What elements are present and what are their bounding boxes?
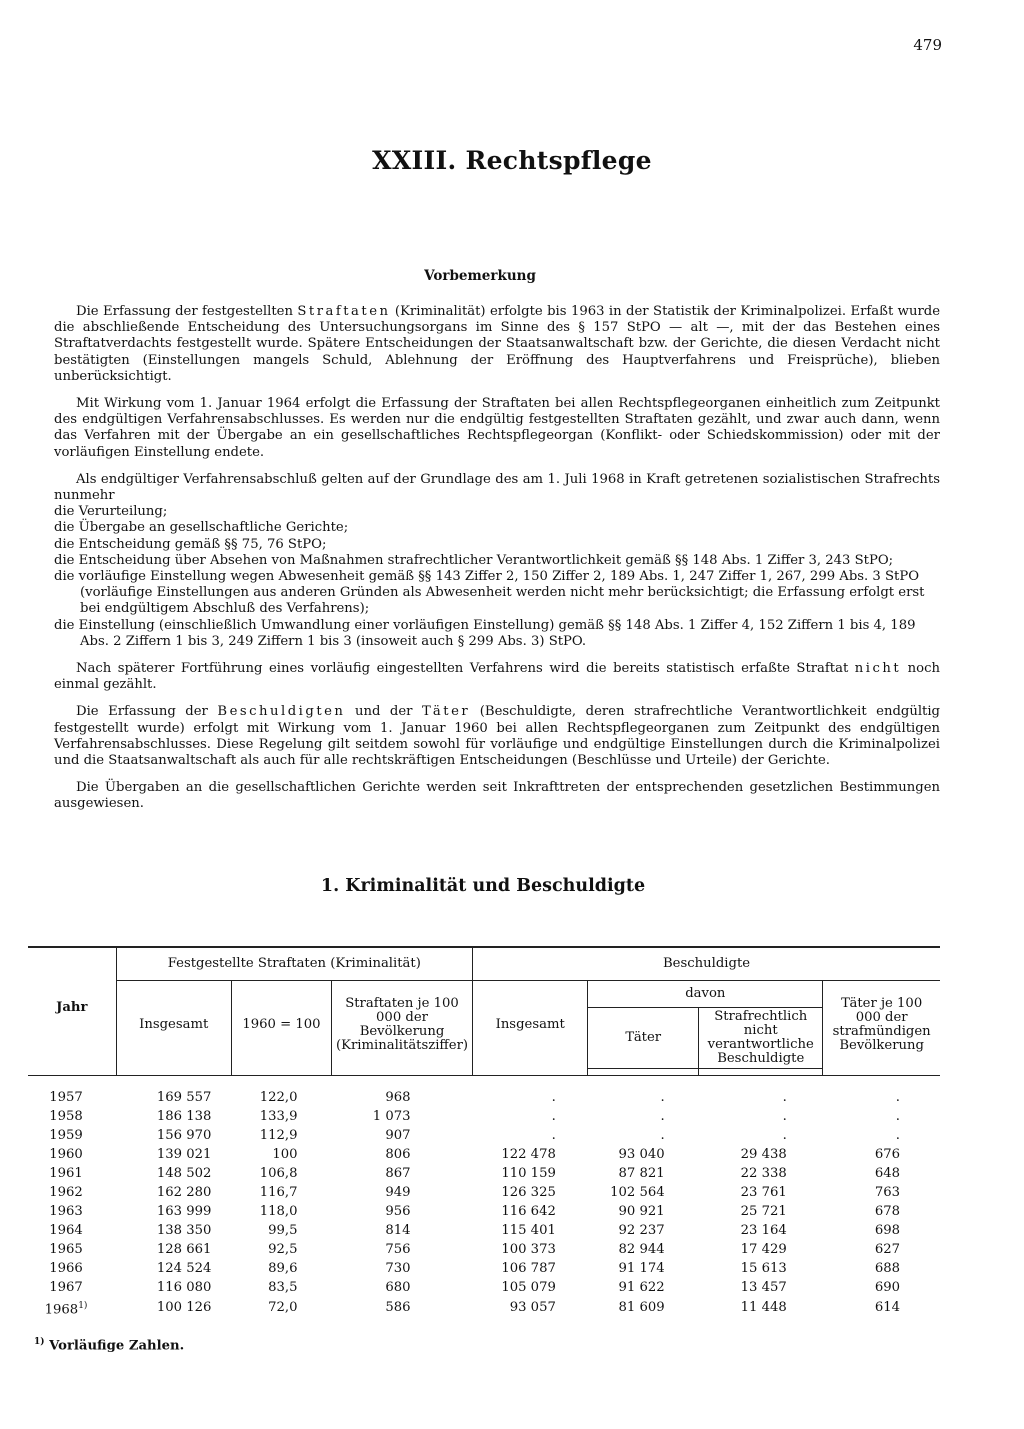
header-group-offences: Festgestellte Straftaten (Kriminalität) bbox=[116, 947, 472, 981]
cell-taeter-je: 614 bbox=[874, 1300, 900, 1316]
cell-taeter: 91 622 bbox=[618, 1279, 665, 1295]
paragraph-2: Mit Wirkung vom 1. Januar 1964 erfolgt die Erfassung der Straftaten bei allen Rechtspflegeorganen einheitlich zum Zeitpunkt des endgültigen Verfahrensabschlusses. Es werden nur die endgültig festgestellten Straftaten gezählt, und zwar auch dann, wenn das Verfahren mit der Übergabe an ein gesellschaftliches Rechtspflegeorgan (Konflikt- oder Schiedskommission) oder mit der vorläufigen Einstellung endete. bbox=[54, 396, 940, 460]
cell-ziffer: 949 bbox=[385, 1184, 411, 1200]
cell-b-insgesamt: . bbox=[551, 1089, 556, 1105]
paragraph-5-text-b: und der bbox=[345, 704, 423, 720]
cell-taeter-je: . bbox=[895, 1127, 900, 1143]
paragraph-6: Die Übergaben an die gesellschaftlichen Gerichte werden seit Inkrafttreten der entsprechenden gesetzlichen Bestimmungen ausgewiesen. bbox=[54, 780, 940, 812]
table-row bbox=[28, 1240, 940, 1259]
cell-insgesamt: 116 080 bbox=[156, 1279, 212, 1295]
header-group-accused: Beschuldigte bbox=[473, 947, 940, 981]
preface-heading: Vorbemerkung bbox=[424, 268, 536, 284]
paragraph-4-text-b: noch einmal gezählt. bbox=[54, 661, 940, 693]
cell-ziffer: 1 073 bbox=[372, 1108, 411, 1124]
cell-jahr: 1968$^{1)}$ bbox=[44, 1300, 88, 1317]
cell-insgesamt: 163 999 bbox=[156, 1203, 212, 1219]
cell-taeter-je: 690 bbox=[874, 1279, 900, 1295]
cell-jahr: 1967 bbox=[49, 1279, 83, 1295]
cell-insgesamt: 169 557 bbox=[156, 1089, 212, 1105]
cell-b-insgesamt: 126 325 bbox=[501, 1184, 556, 1200]
cell-nicht-verantwortlich: 22 338 bbox=[740, 1165, 787, 1181]
header-year: Jahr bbox=[28, 947, 116, 1069]
paragraph-4 bbox=[54, 661, 940, 693]
cell-ziffer: 756 bbox=[385, 1241, 411, 1257]
cell-index: 83,5 bbox=[268, 1279, 298, 1295]
cell-nicht-verantwortlich: . bbox=[782, 1089, 787, 1105]
cell-insgesamt: 148 502 bbox=[156, 1165, 212, 1181]
cell-ziffer: 867 bbox=[385, 1165, 411, 1181]
cell-insgesamt: 128 661 bbox=[156, 1241, 212, 1257]
cell-index: 89,6 bbox=[268, 1260, 298, 1276]
footnote-marker: 1) bbox=[34, 1337, 45, 1347]
cell-ziffer: 730 bbox=[385, 1260, 411, 1276]
cell-insgesamt: 138 350 bbox=[156, 1222, 212, 1238]
cell-taeter: 90 921 bbox=[618, 1203, 665, 1219]
cell-index: 122,0 bbox=[259, 1089, 298, 1105]
cell-taeter-je: . bbox=[895, 1108, 900, 1124]
table-row bbox=[28, 1183, 940, 1202]
cell-taeter-je: 627 bbox=[874, 1241, 900, 1257]
footnote-text: Vorläufige Zahlen. bbox=[44, 1338, 185, 1354]
cell-taeter: 102 564 bbox=[610, 1184, 665, 1200]
cell-jahr: 1958 bbox=[49, 1108, 83, 1124]
chapter-title: XXIII. Rechtspflege bbox=[372, 146, 652, 175]
header-offenders: Täter bbox=[588, 1008, 699, 1069]
cell-jahr: 1960 bbox=[49, 1146, 83, 1162]
cell-taeter: 87 821 bbox=[618, 1165, 665, 1181]
cell-nicht-verantwortlich: 23 761 bbox=[740, 1184, 787, 1200]
cell-b-insgesamt: 122 478 bbox=[501, 1146, 556, 1162]
cell-index: 106,8 bbox=[259, 1165, 298, 1181]
cell-ziffer: 907 bbox=[385, 1127, 411, 1143]
cell-taeter-je: 763 bbox=[874, 1184, 900, 1200]
paragraph-5 bbox=[54, 704, 940, 769]
cell-jahr: 1957 bbox=[49, 1089, 83, 1105]
cell-nicht-verantwortlich: 11 448 bbox=[740, 1300, 787, 1316]
list-item: die Entscheidung gemäß §§ 75, 76 StPO; bbox=[54, 536, 327, 552]
cell-b-insgesamt: 106 787 bbox=[501, 1260, 556, 1276]
paragraph-4-emphasis: nicht bbox=[854, 661, 902, 677]
cell-taeter: 81 609 bbox=[618, 1300, 665, 1316]
table-title: 1. Kriminalität und Beschuldigte bbox=[320, 876, 646, 896]
paragraph-1 bbox=[54, 304, 940, 385]
header-not-responsible: Strafrechtlich nicht verantwortliche Beschuldigte bbox=[699, 1008, 823, 1069]
list-item-continuation: Abs. 2 Ziffern 1 bis 3, 249 Ziffern 1 bis 3 (insoweit auch § 299 Abs. 3) StPO. bbox=[80, 633, 587, 649]
list-item-continuation: (vorläufige Einstellungen aus anderen Gründen als Abwesenheit werden nicht mehr berücksichtigt; die Erfassung erfolgt erst bei endgültigem Abschluß des Verfahrens); bbox=[80, 585, 925, 617]
header-offenders-per-100000: Täter je 100 000 der strafmündigen Bevölkerung bbox=[832, 995, 931, 1053]
cell-b-insgesamt: 93 057 bbox=[509, 1300, 556, 1316]
paragraph-1-text-b: (Kriminalität) erfolgte bis 1963 in der Statistik der Kriminalpolizei. Erfaßt wurde die abschließende Entscheidung des Untersuchungsorgans im Sinne des § 157 StPO — alt —, mit der das Bestehen eines Straftatverdachts festgestellt wurde. Spätere Entscheidungen der Staatsanwaltschaft bzw. der Gerichte, die diesen Verdacht nicht bestätigten (Einstellungen mangels Schuld, Ablehnung der Eröffnung des Hauptverfahrens und Freisprüche), blieben unberücksichtigt. bbox=[54, 304, 941, 384]
cell-nicht-verantwortlich: 15 613 bbox=[740, 1260, 787, 1276]
list-item bbox=[54, 618, 940, 650]
table-row bbox=[28, 1145, 940, 1164]
cell-jahr: 1964 bbox=[49, 1222, 83, 1238]
cell-b-insgesamt: 115 401 bbox=[501, 1222, 556, 1238]
cell-insgesamt: 162 280 bbox=[156, 1184, 212, 1200]
list-item bbox=[54, 569, 940, 618]
cell-b-insgesamt: 116 642 bbox=[501, 1203, 556, 1219]
preface-body bbox=[54, 304, 940, 824]
cell-nicht-verantwortlich: . bbox=[782, 1108, 787, 1124]
cell-taeter: 82 944 bbox=[618, 1241, 665, 1257]
cell-nicht-verantwortlich: 29 438 bbox=[740, 1146, 787, 1162]
list-item-text: die vorläufige Einstellung wegen Abwesenheit gemäß §§ 143 Ziffer 2, 150 Ziffer 2, 189 Abs. 1, 247 Ziffer 1, 267, 299 Abs. 3 StPO bbox=[54, 569, 920, 585]
cell-jahr: 1965 bbox=[49, 1241, 83, 1257]
cell-b-insgesamt: 105 079 bbox=[501, 1279, 556, 1295]
cell-nicht-verantwortlich: 23 164 bbox=[740, 1222, 787, 1238]
cell-taeter-je: 648 bbox=[874, 1165, 900, 1181]
cell-insgesamt: 156 970 bbox=[156, 1127, 212, 1143]
crime-statistics-table bbox=[28, 946, 940, 1319]
cell-b-insgesamt: . bbox=[551, 1108, 556, 1124]
table-row bbox=[28, 1164, 940, 1183]
paragraph-5-text-a: Die Erfassung der bbox=[76, 704, 218, 720]
cell-jahr: 1963 bbox=[49, 1203, 83, 1219]
cell-index: 118,0 bbox=[259, 1203, 298, 1219]
cell-taeter: 91 174 bbox=[618, 1260, 665, 1276]
cell-index: 100 bbox=[272, 1146, 298, 1162]
table-row bbox=[28, 1259, 940, 1278]
footnote-ref: 1) bbox=[78, 1300, 88, 1311]
page-number: 479 bbox=[913, 36, 942, 54]
cell-ziffer: 586 bbox=[385, 1300, 411, 1316]
cell-b-insgesamt: 100 373 bbox=[501, 1241, 556, 1257]
list-item: die Verurteilung; bbox=[54, 504, 168, 520]
header-offences-total: Insgesamt bbox=[116, 981, 231, 1069]
list-item: die Übergabe an gesellschaftliche Gerichte; bbox=[54, 520, 349, 536]
cell-nicht-verantwortlich: . bbox=[782, 1127, 787, 1143]
header-crime-rate: Straftaten je 100 000 der Bevölkerung (Kriminalitätsziffer) bbox=[331, 981, 472, 1069]
list-item-text: die Einstellung (einschließlich Umwandlung einer vorläufigen Einstellung) gemäß §§ 148 Abs. 1 Ziffer 4, 152 Ziffern 1 bis 4, 189 bbox=[54, 617, 916, 633]
cell-jahr: 1962 bbox=[49, 1184, 83, 1200]
header-index: 1960 = 100 bbox=[231, 981, 331, 1069]
table-row bbox=[28, 1126, 940, 1145]
cell-taeter: 93 040 bbox=[618, 1146, 665, 1162]
cell-taeter-je: 688 bbox=[874, 1260, 900, 1276]
cell-jahr: 1966 bbox=[49, 1260, 83, 1276]
footnote bbox=[34, 1337, 184, 1353]
cell-ziffer: 680 bbox=[385, 1279, 411, 1295]
cell-ziffer: 968 bbox=[385, 1089, 411, 1105]
cell-b-insgesamt: . bbox=[551, 1127, 556, 1143]
paragraph-4-text-a: Nach späterer Fortführung eines vorläufig eingestellten Verfahrens wird die bereits statistisch erfaßte Straftat bbox=[76, 661, 855, 677]
table-row bbox=[28, 1107, 940, 1126]
table-row bbox=[28, 1075, 940, 1107]
cell-nicht-verantwortlich: 17 429 bbox=[740, 1241, 787, 1257]
cell-taeter: . bbox=[660, 1127, 665, 1143]
cell-index: 99,5 bbox=[268, 1222, 298, 1238]
paragraph-1-text-a: Die Erfassung der festgestellten bbox=[76, 304, 298, 319]
table-body bbox=[28, 1075, 940, 1319]
cell-taeter-je: 698 bbox=[874, 1222, 900, 1238]
cell-taeter: . bbox=[660, 1089, 665, 1105]
table-row bbox=[28, 1297, 940, 1319]
cell-taeter: 92 237 bbox=[618, 1222, 665, 1238]
cell-insgesamt: 124 524 bbox=[156, 1260, 212, 1276]
cell-taeter-je: . bbox=[895, 1089, 900, 1105]
cell-index: 112,9 bbox=[259, 1127, 298, 1143]
cell-nicht-verantwortlich: 13 457 bbox=[740, 1279, 787, 1295]
cell-jahr: 1961 bbox=[49, 1165, 83, 1181]
table-row bbox=[28, 1221, 940, 1240]
cell-jahr: 1959 bbox=[49, 1127, 83, 1143]
header-accused-total: Insgesamt bbox=[473, 981, 588, 1069]
paragraph-5-emphasis-2: Täter bbox=[422, 704, 471, 720]
criteria-list bbox=[54, 504, 940, 650]
list-item: die Entscheidung über Absehen von Maßnahmen strafrechtlicher Verantwortlichkeit gemäß §§ 148 Abs. 1 Ziffer 3, 243 StPO; bbox=[54, 552, 894, 568]
cell-index: 92,5 bbox=[268, 1241, 298, 1257]
cell-ziffer: 814 bbox=[385, 1222, 411, 1238]
cell-insgesamt: 186 138 bbox=[156, 1108, 212, 1124]
cell-insgesamt: 100 126 bbox=[156, 1300, 212, 1316]
cell-ziffer: 806 bbox=[385, 1146, 411, 1162]
cell-index: 72,0 bbox=[268, 1300, 298, 1316]
paragraph-1-emphasis: Straftaten bbox=[297, 304, 391, 319]
cell-b-insgesamt: 110 159 bbox=[501, 1165, 556, 1181]
cell-nicht-verantwortlich: 25 721 bbox=[740, 1203, 787, 1219]
cell-ziffer: 956 bbox=[385, 1203, 411, 1219]
table-row bbox=[28, 1202, 940, 1221]
paragraph-5-text-c: (Beschuldigte, deren strafrechtliche Verantwortlichkeit endgültig festgestellt wurde) erfolgt mit Wirkung vom 1. Januar 1960 bei allen Rechtspflegeorganen zum Zeitpunkt des endgültigen Verfahrensabschlusses. Diese Regelung gilt seitdem sowohl für vorläufige und endgültige Einstellungen durch die Kriminalpolizei und die Staatsanwaltschaft als auch für alle rechtskräftigen Entscheidungen (Beschlüsse und Urteile) der Gerichte. bbox=[54, 704, 941, 769]
paragraph-3-intro: Als endgültiger Verfahrensabschluß gelten auf der Grundlage des am 1. Juli 1968 in Kraft getretenen sozialistischen Strafrechts nunmehr bbox=[54, 471, 940, 504]
cell-index: 133,9 bbox=[259, 1108, 298, 1124]
cell-insgesamt: 139 021 bbox=[156, 1146, 212, 1162]
header-davon: davon bbox=[588, 981, 823, 1008]
cell-index: 116,7 bbox=[259, 1184, 298, 1200]
cell-taeter: . bbox=[660, 1108, 665, 1124]
table-row bbox=[28, 1278, 940, 1297]
cell-taeter-je: 676 bbox=[874, 1146, 900, 1162]
paragraph-5-emphasis-1: Beschuldigten bbox=[217, 704, 346, 720]
cell-taeter-je: 678 bbox=[874, 1203, 900, 1219]
